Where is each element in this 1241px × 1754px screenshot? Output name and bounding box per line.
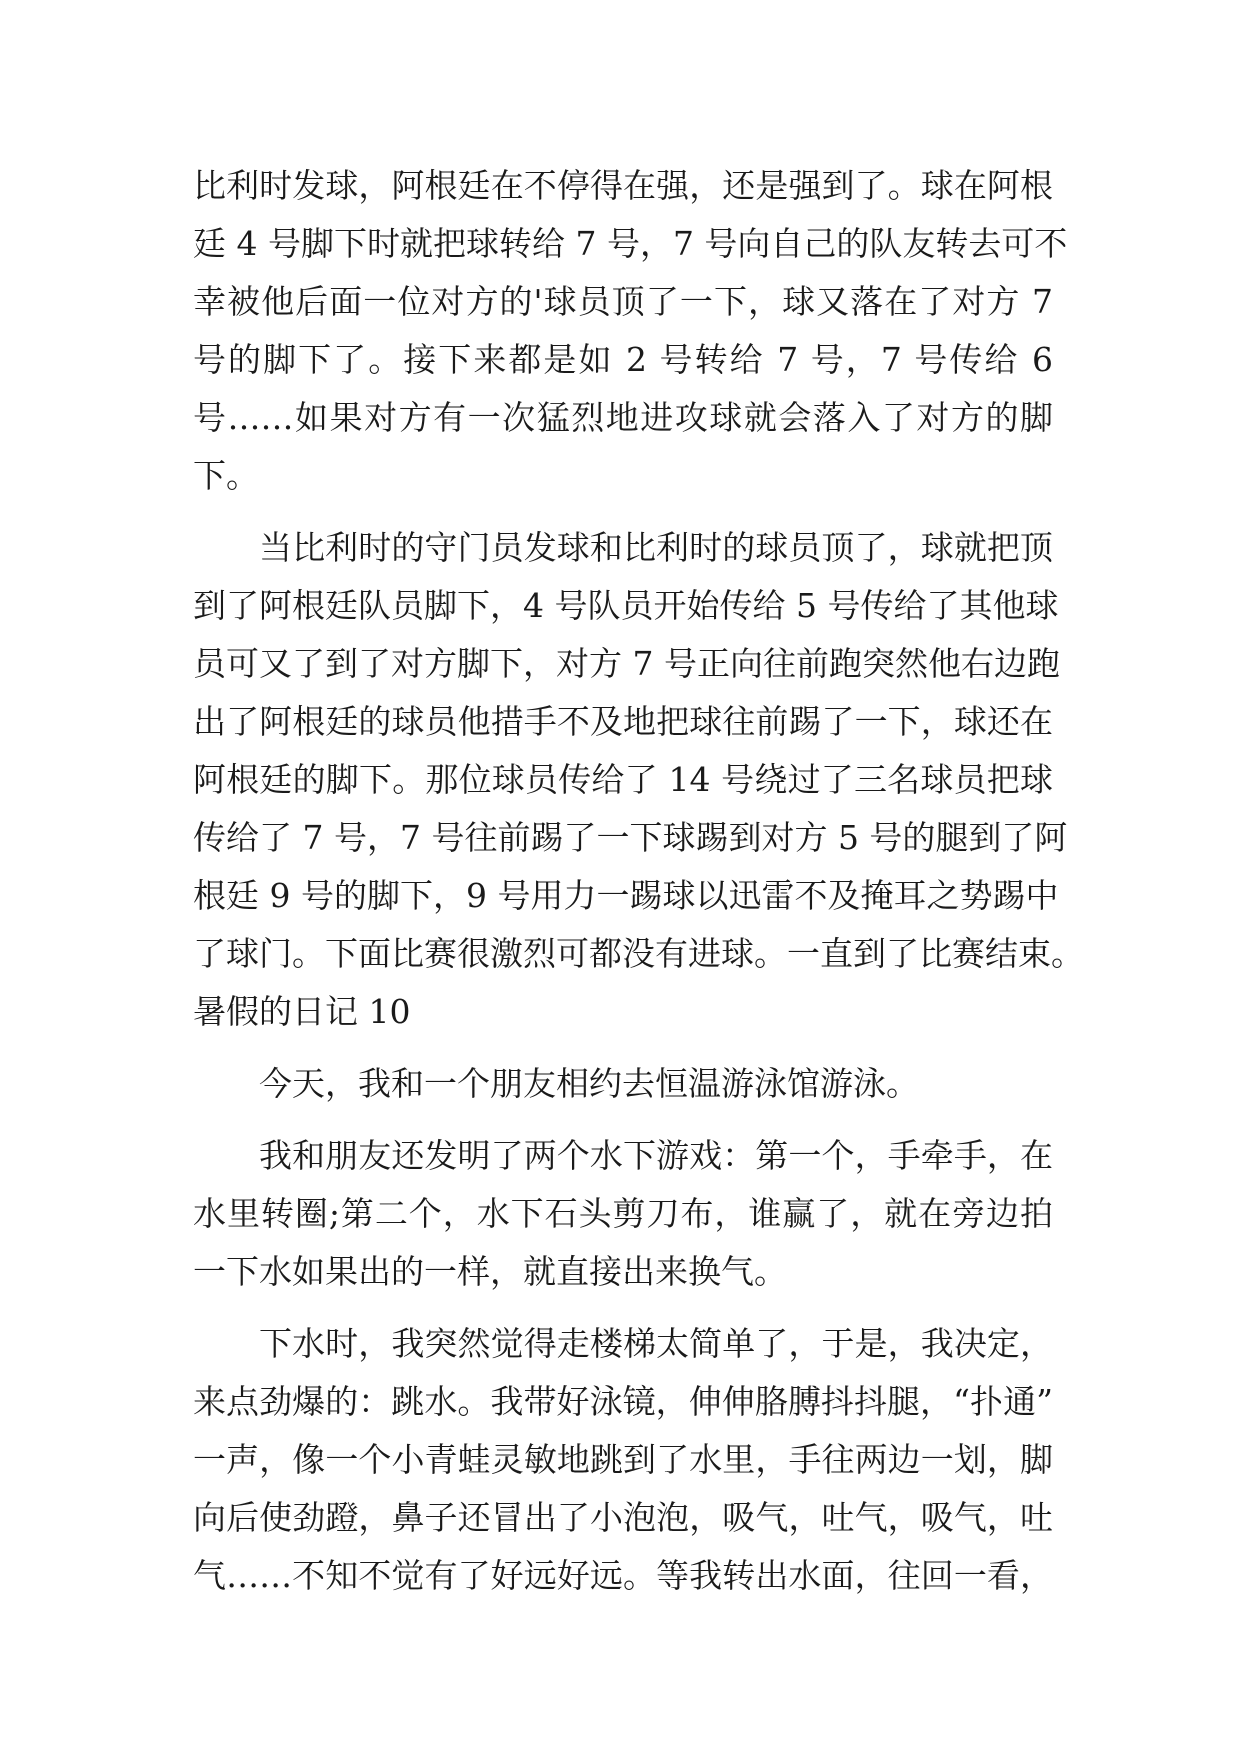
section-title	[193, 983, 1053, 1041]
text-line: 根廷 9 号的脚下，9 号用力一踢球以迅雷不及掩耳之势踢中	[193, 876, 1059, 915]
text-line: 出了阿根廷的球员他措手不及地把球往前踢了一下，球还在	[193, 702, 1053, 741]
text-line: 阿根廷的脚下。那位球员传给了 14 号绕过了三名球员把球	[193, 760, 1053, 799]
text-line: 向后使劲蹬，鼻子还冒出了小泡泡，吸气，吐气，吸气，吐	[193, 1498, 1053, 1537]
paragraph	[193, 519, 1084, 983]
paragraph	[193, 1315, 1053, 1605]
paragraph	[193, 1127, 1053, 1301]
section-title-text: 暑假的日记 10	[193, 992, 411, 1031]
text-line: 气……不知不觉有了好远好远。等我转出水面，往回一看，	[193, 1556, 1053, 1595]
text-line: 一声，像一个小青蛙灵敏地跳到了水里，手往两边一划，脚	[193, 1440, 1053, 1479]
text-line: 传给了 7 号，7 号往前踢了一下球踢到对方 5 号的腿到了阿	[193, 818, 1068, 857]
text-line: 号的脚下了。接下来都是如 2 号转给 7 号，7 号传给 6	[193, 340, 1053, 379]
text-line: 号……如果对方有一次猛烈地进攻球就会落入了对方的脚	[193, 398, 1053, 437]
text-line: 来点劲爆的：跳水。我带好泳镜，伸伸胳膊抖抖腿，“扑通”	[193, 1382, 1053, 1421]
text-line: 下。	[193, 456, 259, 495]
text-line: 我和朋友还发明了两个水下游戏：第一个，手牵手，在	[259, 1136, 1053, 1175]
text-line: 幸被他后面一位对方的'球员顶了一下，球又落在了对方 7	[193, 282, 1053, 321]
text-line: 员可又了到了对方脚下，对方 7 号正向往前跑突然他右边跑	[193, 644, 1060, 683]
text-line: 到了阿根廷队员脚下，4 号队员开始传给 5 号传给了其他球	[193, 586, 1059, 625]
text-line: 廷 4 号脚下时就把球转给 7 号，7 号向自己的队友转去可不	[193, 224, 1068, 263]
text-line: 比利时发球，阿根廷在不停得在强，还是强到了。球在阿根	[193, 166, 1053, 205]
text-line: 下水时，我突然觉得走楼梯太简单了，于是，我决定，	[259, 1324, 1053, 1363]
paragraph	[193, 157, 1068, 505]
text-line: 今天，我和一个朋友相约去恒温游泳馆游泳。	[259, 1064, 919, 1103]
text-line: 水里转圈;第二个，水下石头剪刀布，谁赢了，就在旁边拍	[193, 1194, 1053, 1233]
text-line: 当比利时的守门员发球和比利时的球员顶了，球就把顶	[259, 528, 1053, 567]
text-line: 一下水如果出的一样，就直接出来换气。	[193, 1252, 787, 1291]
document-body	[193, 157, 1084, 1605]
paragraph	[193, 1055, 1053, 1113]
text-line: 了球门。下面比赛很激烈可都没有进球。一直到了比赛结束。	[193, 934, 1084, 973]
